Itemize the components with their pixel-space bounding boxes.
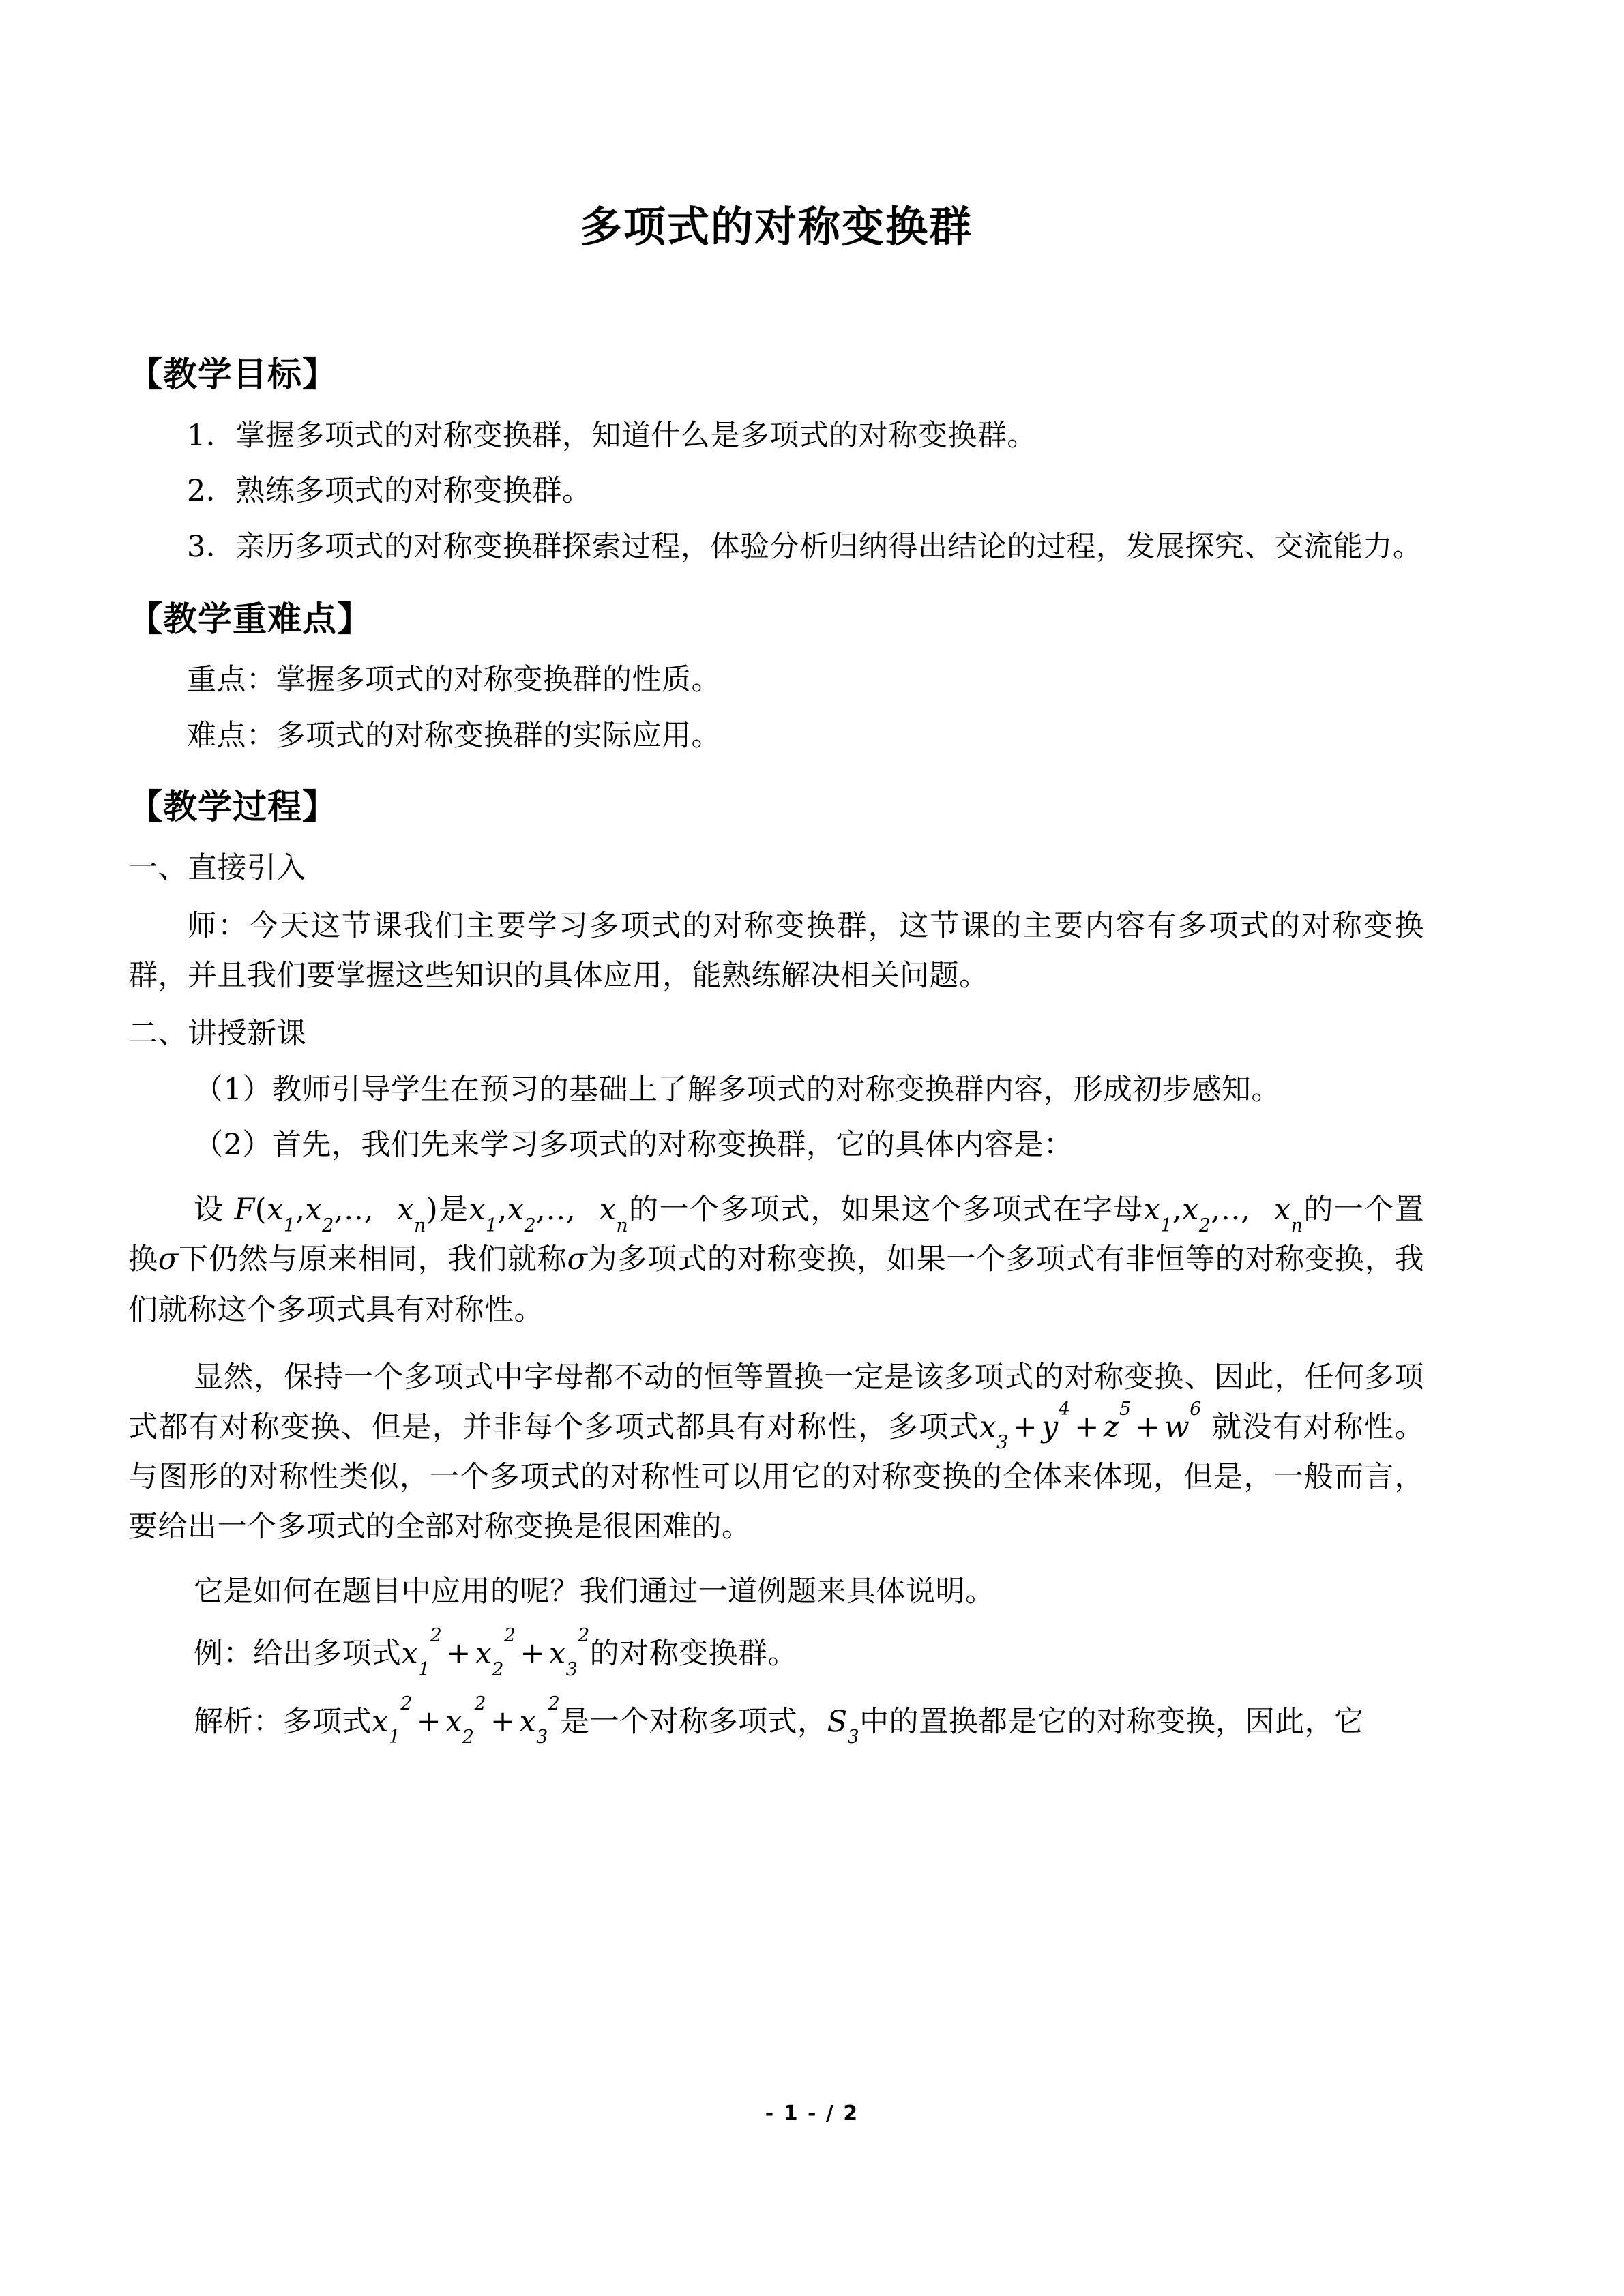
application-lead: 它是如何在题目中应用的呢？我们通过一道例题来具体说明。 [194,1574,995,1609]
process-step1-teacher: 师：今天这节课我们主要学习多项式的对称变换群，这节课的主要内容有多项式的对称变换群，并且我们要掌握这些知识的具体应用，能熟练解决相关问题。 [128,909,1424,994]
process-step1-title: 一、直接引入 [128,850,306,885]
definition-mid-3: 的一个置换 [128,1193,1425,1277]
page-title: 多项式的对称变换群 [579,202,973,252]
objective-item-2: 2．熟练多项式的对称变换群。 [187,474,592,509]
analysis-label: 解析：多项式 [194,1704,372,1739]
definition-mid-4: 下仍然与原来相同，我们就称 [178,1242,567,1277]
definition-paragraph [128,1185,1424,1335]
definition-mid-1: 是 [438,1193,469,1227]
analysis-tail: 中的置换都是它的对称变换，因此，它 [859,1704,1364,1739]
objective-item-1: 1．掌握多项式的对称变换群，知道什么是多项式的对称变换群。 [187,418,1037,453]
obvious-part-1: 显然，保持一个多项式中字母都不动的恒等置换一定是该多项式的对称变换、因此，任何多项式都有对称变换、但是，并非每个多项式都具有对称性，多项式 [128,1360,1424,1444]
example-label: 例：给出多项式 [194,1637,402,1671]
process-item-1: （1）教师引导学生在预习的基础上了解多项式的对称变换群内容，形成初步感知。 [194,1072,1281,1107]
page-footer: - 1 - / 2 [765,2102,859,2126]
example-statement [128,1625,1424,1680]
section-heading-objectives: 【教学目标】 [128,355,337,395]
math-sigma-2: σ [567,1242,588,1277]
definition-lead: 设 [194,1193,224,1227]
section-heading-keypoints: 【教学重难点】 [128,599,372,639]
math-F-of-x: $F(x_1,x_2$,.., $x_n$) [234,1193,439,1236]
objective-item-3: 3．亲历多项式的对称变换群探索过程，体验分析归纳得出结论的过程，发展探究、交流能力。 [187,529,1423,564]
math-analysis-poly: $x_1^2+ x_2^2+ x_3^2$ [372,1693,561,1748]
analysis-mid: 是一个对称多项式， [560,1704,827,1739]
obvious-paragraph [128,1353,1424,1552]
section-heading-process: 【教学过程】 [128,787,337,827]
math-poly-xyzw: $x_3 + y^4+ z^5+ w^6$ [979,1398,1202,1454]
definition-mid-5: 为多项式的对称变换，如果一个多项式有非恒等的对称变换，我们就称这个多项式具有对称性。 [128,1242,1425,1327]
math-x-list-2: $x_1,x_2$,.., $x_n$ [1143,1193,1303,1236]
example-tail: 的对称变换群。 [589,1637,798,1671]
page-content [128,0,1425,1748]
math-x-list-1: $x_1,x_2$,.., $x_n$ [469,1193,629,1236]
process-item-2: （2）首先，我们先来学习多项式的对称变换群，它的具体内容是： [194,1127,1074,1162]
keypoint-difficult: 难点：多项式的对称变换群的实际应用。 [187,718,721,753]
process-step2-title: 二、讲授新课 [128,1017,306,1052]
math-S3: $S_3$ [827,1704,860,1748]
math-example-poly: $x_1^2+ x_2^2+ x_3^2$ [401,1625,590,1680]
keypoint-key: 重点：掌握多项式的对称变换群的性质。 [187,663,721,698]
definition-mid-2: 的一个多项式，如果这个多项式在字母 [628,1193,1144,1227]
obvious-part-2: 就没有对称性。与图形的对称性类似，一个多项式的对称性可以用它的对称变换的全体来体现，但是，一般而言，要给出一个多项式的全部对称变换是很困难的。 [128,1410,1425,1544]
analysis-statement [128,1693,1424,1748]
math-sigma-1: σ [158,1242,179,1277]
